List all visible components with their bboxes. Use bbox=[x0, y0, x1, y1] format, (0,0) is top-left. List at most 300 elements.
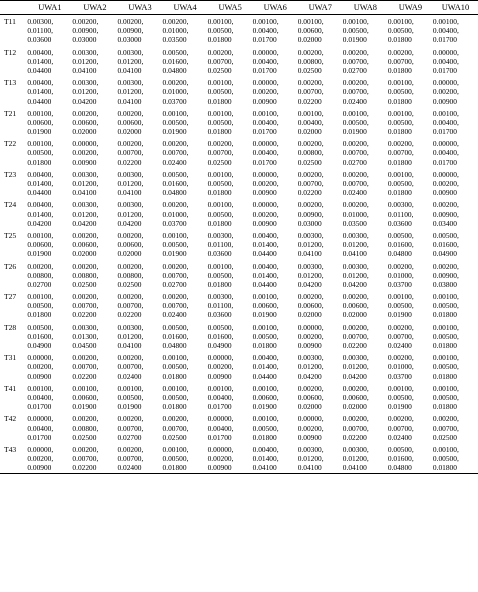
table-cell bbox=[253, 46, 298, 77]
cell-value: 0.00200, bbox=[207, 454, 234, 464]
cell-value: 0.00100, bbox=[297, 17, 324, 26]
cell-value: 0.03600 bbox=[387, 218, 412, 228]
cell-value: 0.01700 bbox=[432, 127, 457, 137]
cell-value: 0.04200 bbox=[297, 279, 322, 289]
table-cell bbox=[27, 76, 72, 107]
cell-value: 0.00200, bbox=[162, 78, 189, 88]
table-row bbox=[0, 107, 478, 138]
table-cell bbox=[433, 107, 478, 138]
cell-value: 0.00100, bbox=[342, 17, 369, 26]
cell-value: 0.00400, bbox=[432, 117, 459, 127]
cell-value: 0.00200, bbox=[387, 261, 414, 271]
cell-value: 0.04400 bbox=[252, 279, 277, 289]
cell-value: 0.00200, bbox=[297, 423, 324, 433]
cell-value: 0.00200, bbox=[387, 353, 414, 363]
cell-value: 0.00900, bbox=[117, 26, 144, 36]
cell-value: 0.00200, bbox=[72, 17, 99, 26]
cell-value: 0.00500, bbox=[252, 423, 279, 433]
cell-value: 0.00700, bbox=[297, 179, 324, 188]
cell-value: 0.00200, bbox=[432, 261, 459, 271]
cell-value: 0.00500, bbox=[207, 209, 234, 219]
cell-value: 0.02400 bbox=[342, 188, 367, 198]
cell-value: 0.01900 bbox=[387, 310, 412, 320]
table-cell bbox=[208, 76, 253, 107]
cell-value: 0.01800 bbox=[207, 218, 232, 228]
cell-value: 0.01900 bbox=[252, 310, 277, 320]
cell-value: 0.00400, bbox=[27, 78, 54, 88]
table-row bbox=[0, 290, 478, 321]
cell-value: 0.04100 bbox=[342, 249, 367, 259]
cell-value: 0.00100, bbox=[387, 383, 414, 393]
cell-value: 0.01800 bbox=[207, 279, 232, 289]
cell-value: 0.01800 bbox=[387, 35, 412, 45]
table-cell bbox=[253, 107, 298, 138]
cell-value: 0.00500, bbox=[432, 301, 459, 311]
cell-value: 0.00700, bbox=[387, 331, 414, 341]
cell-value: 0.00000, bbox=[432, 47, 459, 57]
cell-value: 0.00200, bbox=[342, 292, 369, 302]
cell-value: 0.01100, bbox=[387, 209, 414, 219]
table-cell bbox=[253, 321, 298, 352]
cell-value: 0.00700, bbox=[387, 423, 414, 433]
row-label: T27 bbox=[4, 292, 17, 302]
cell-value: 0.00500, bbox=[387, 179, 414, 188]
table-cell bbox=[163, 443, 208, 474]
cell-value: 0.01900 bbox=[162, 127, 187, 137]
cell-value: 0.01000, bbox=[162, 87, 189, 97]
cell-value: 0.00200, bbox=[342, 139, 369, 149]
cell-value: 0.00500, bbox=[207, 26, 234, 36]
cell-value: 0.00300, bbox=[207, 230, 234, 240]
table-cell bbox=[27, 260, 72, 291]
cell-value: 0.00700, bbox=[162, 148, 189, 158]
table-cell bbox=[388, 46, 433, 77]
cell-value: 0.00400, bbox=[207, 423, 234, 433]
cell-value: 0.00700, bbox=[162, 270, 189, 280]
table-cell bbox=[117, 321, 162, 352]
cell-value: 0.00300, bbox=[117, 78, 144, 88]
cell-value: 0.00500, bbox=[387, 301, 414, 311]
cell-value: 0.00500, bbox=[162, 47, 189, 57]
cell-value: 0.01800 bbox=[207, 127, 232, 137]
cell-value: 0.00300, bbox=[342, 230, 369, 240]
column-header: UWA2 bbox=[72, 1, 117, 15]
cell-value: 0.00300, bbox=[342, 444, 369, 454]
table-cell bbox=[253, 260, 298, 291]
column-header: UWA8 bbox=[343, 1, 388, 15]
cell-value: 0.00200, bbox=[117, 139, 144, 149]
table-cell bbox=[72, 198, 117, 229]
cell-value: 0.01900 bbox=[342, 35, 367, 45]
cell-value: 0.01200, bbox=[72, 209, 99, 219]
cell-value: 0.03800 bbox=[432, 279, 457, 289]
table-cell bbox=[343, 321, 388, 352]
table-cell bbox=[72, 107, 117, 138]
cell-value: 0.00100, bbox=[432, 322, 459, 332]
cell-value: 0.00000, bbox=[207, 353, 234, 363]
cell-value: 0.04200 bbox=[342, 371, 367, 381]
cell-value: 0.00000, bbox=[27, 444, 54, 454]
cell-value: 0.00700, bbox=[162, 423, 189, 433]
table-cell bbox=[433, 76, 478, 107]
cell-value: 0.00300, bbox=[117, 47, 144, 57]
cell-value: 0.00200, bbox=[72, 353, 99, 363]
cell-value: 0.01700 bbox=[432, 35, 457, 45]
cell-value: 0.00600, bbox=[27, 117, 54, 127]
cell-value: 0.00000, bbox=[252, 139, 279, 149]
cell-value: 0.00700, bbox=[117, 148, 144, 158]
row-label: T21 bbox=[4, 108, 17, 118]
cell-value: 0.00200, bbox=[342, 383, 369, 393]
table-cell bbox=[117, 198, 162, 229]
cell-value: 0.00600, bbox=[342, 301, 369, 311]
cell-value: 0.00300, bbox=[297, 353, 324, 363]
table-cell bbox=[433, 351, 478, 382]
cell-value: 0.01200, bbox=[297, 454, 324, 464]
cell-value: 0.00400, bbox=[252, 26, 279, 36]
cell-value: 0.00100, bbox=[432, 383, 459, 393]
cell-value: 0.00500, bbox=[432, 230, 459, 240]
cell-value: 0.00500, bbox=[162, 117, 189, 127]
cell-value: 0.00300, bbox=[72, 200, 99, 210]
cell-value: 0.00200, bbox=[387, 414, 414, 424]
table-cell bbox=[27, 382, 72, 413]
cell-value: 0.02400 bbox=[117, 463, 142, 473]
cell-value: 0.02200 bbox=[72, 463, 97, 473]
row-label: T24 bbox=[4, 200, 17, 210]
cell-value: 0.02200 bbox=[297, 188, 322, 198]
cell-value: 0.02200 bbox=[72, 310, 97, 320]
cell-value: 0.00200, bbox=[117, 292, 144, 302]
table-cell bbox=[208, 229, 253, 260]
cell-value: 0.00500, bbox=[207, 117, 234, 127]
cell-value: 0.00700, bbox=[72, 301, 99, 311]
cell-value: 0.02500 bbox=[72, 432, 97, 442]
cell-value: 0.00500, bbox=[387, 26, 414, 36]
table-cell bbox=[117, 351, 162, 382]
cell-value: 0.00700, bbox=[117, 301, 144, 311]
cell-value: 0.02500 bbox=[207, 157, 232, 167]
cell-value: 0.00100, bbox=[432, 353, 459, 363]
cell-value: 0.02200 bbox=[72, 371, 97, 381]
cell-value: 0.01400, bbox=[27, 56, 54, 66]
table-cell bbox=[343, 198, 388, 229]
cell-value: 0.04200 bbox=[72, 218, 97, 228]
cell-value: 0.00400, bbox=[27, 169, 54, 179]
cell-value: 0.01800 bbox=[432, 463, 457, 473]
table-cell bbox=[208, 321, 253, 352]
table-cell bbox=[117, 46, 162, 77]
cell-value: 0.00100, bbox=[432, 292, 459, 302]
cell-value: 0.00100, bbox=[387, 78, 414, 88]
cell-value: 0.00200, bbox=[162, 261, 189, 271]
cell-value: 0.02400 bbox=[162, 157, 187, 167]
table-row bbox=[0, 198, 478, 229]
table-cell bbox=[208, 443, 253, 474]
cell-value: 0.00500, bbox=[432, 331, 459, 341]
cell-value: 0.00200, bbox=[297, 169, 324, 179]
cell-value: 0.04100 bbox=[297, 249, 322, 259]
cell-value: 0.02400 bbox=[342, 96, 367, 106]
cell-value: 0.00100, bbox=[432, 444, 459, 454]
cell-value: 0.01000, bbox=[162, 209, 189, 219]
cell-value: 0.00800, bbox=[72, 270, 99, 280]
table-cell bbox=[117, 76, 162, 107]
cell-value: 0.00900, bbox=[432, 270, 459, 280]
cell-value: 0.00200, bbox=[117, 414, 144, 424]
cell-value: 0.00200, bbox=[117, 108, 144, 118]
column-header: UWA3 bbox=[117, 1, 162, 15]
table-cell bbox=[208, 382, 253, 413]
cell-value: 0.01700 bbox=[252, 127, 277, 137]
cell-value: 0.04900 bbox=[207, 341, 232, 350]
cell-value: 0.00400, bbox=[432, 26, 459, 36]
table-cell bbox=[72, 46, 117, 77]
cell-value: 0.00200, bbox=[297, 383, 324, 393]
cell-value: 0.01700 bbox=[27, 402, 52, 412]
cell-value: 0.00400, bbox=[252, 353, 279, 363]
cell-value: 0.02500 bbox=[432, 432, 457, 442]
cell-value: 0.00200, bbox=[72, 148, 99, 158]
cell-value: 0.02000 bbox=[342, 402, 367, 412]
table-cell bbox=[253, 382, 298, 413]
cell-value: 0.00400, bbox=[207, 392, 234, 402]
table-cell bbox=[298, 168, 343, 199]
cell-value: 0.00200, bbox=[162, 17, 189, 26]
cell-value: 0.00000, bbox=[27, 353, 54, 363]
table-cell bbox=[72, 260, 117, 291]
cell-value: 0.00700, bbox=[117, 362, 144, 372]
cell-value: 0.01600, bbox=[162, 56, 189, 66]
cell-value: 0.00500, bbox=[432, 392, 459, 402]
column-header: UWA1 bbox=[27, 1, 72, 15]
cell-value: 0.04800 bbox=[387, 249, 412, 259]
table-cell bbox=[117, 137, 162, 168]
cell-value: 0.00200, bbox=[342, 322, 369, 332]
table-row bbox=[0, 443, 478, 474]
cell-value: 0.00200, bbox=[432, 179, 459, 188]
table-cell bbox=[343, 46, 388, 77]
cell-value: 0.00200, bbox=[72, 230, 99, 240]
table-cell bbox=[433, 15, 478, 46]
cell-value: 0.00200, bbox=[342, 47, 369, 57]
cell-value: 0.00200, bbox=[297, 139, 324, 149]
cell-value: 0.00100, bbox=[27, 230, 54, 240]
cell-value: 0.00100, bbox=[27, 292, 54, 302]
row-label: T43 bbox=[0, 443, 27, 474]
cell-value: 0.00600, bbox=[117, 117, 144, 127]
row-label: T41 bbox=[4, 383, 17, 393]
table-cell bbox=[163, 198, 208, 229]
cell-value: 0.00800, bbox=[297, 148, 324, 158]
cell-value: 0.00100, bbox=[387, 108, 414, 118]
cell-value: 0.02500 bbox=[72, 279, 97, 289]
table-cell bbox=[117, 229, 162, 260]
table-cell bbox=[27, 15, 72, 46]
cell-value: 0.00300, bbox=[27, 17, 54, 26]
cell-value: 0.00500, bbox=[342, 26, 369, 36]
row-label: T28 bbox=[4, 322, 17, 332]
table-row bbox=[0, 382, 478, 413]
cell-value: 0.02000 bbox=[297, 310, 322, 320]
table-cell bbox=[388, 137, 433, 168]
cell-value: 0.01200, bbox=[297, 270, 324, 280]
table-cell bbox=[253, 290, 298, 321]
column-header: UWA5 bbox=[208, 1, 253, 15]
table-cell bbox=[72, 443, 117, 474]
table-cell bbox=[163, 76, 208, 107]
table-cell bbox=[208, 107, 253, 138]
cell-value: 0.01400, bbox=[252, 270, 279, 280]
cell-value: 0.00700, bbox=[162, 301, 189, 311]
cell-value: 0.00100, bbox=[252, 17, 279, 26]
table-cell bbox=[253, 198, 298, 229]
table-cell bbox=[298, 290, 343, 321]
cell-value: 0.00300, bbox=[297, 230, 324, 240]
table-cell bbox=[433, 229, 478, 260]
table-cell bbox=[343, 76, 388, 107]
cell-value: 0.00500, bbox=[162, 362, 189, 372]
cell-value: 0.00200, bbox=[297, 292, 324, 302]
cell-value: 0.00400, bbox=[252, 148, 279, 158]
cell-value: 0.01900 bbox=[162, 249, 187, 259]
cell-value: 0.00700, bbox=[342, 423, 369, 433]
cell-value: 0.00900 bbox=[207, 371, 232, 381]
cell-value: 0.00200, bbox=[387, 47, 414, 57]
table-cell bbox=[163, 229, 208, 260]
cell-value: 0.01200, bbox=[72, 87, 99, 97]
cell-value: 0.02000 bbox=[72, 249, 97, 259]
cell-value: 0.00000, bbox=[207, 444, 234, 454]
cell-value: 0.00500, bbox=[162, 169, 189, 179]
cell-value: 0.00200, bbox=[72, 108, 99, 118]
cell-value: 0.02700 bbox=[27, 279, 52, 289]
cell-value: 0.00900 bbox=[432, 188, 457, 198]
table-cell bbox=[163, 46, 208, 77]
cell-value: 0.00200, bbox=[117, 17, 144, 26]
cell-value: 0.00100, bbox=[27, 139, 54, 149]
cell-value: 0.01100, bbox=[27, 26, 53, 36]
cell-value: 0.01600, bbox=[162, 331, 189, 341]
column-header bbox=[0, 1, 27, 15]
cell-value: 0.01200, bbox=[342, 454, 369, 464]
table-cell bbox=[343, 137, 388, 168]
cell-value: 0.01700 bbox=[207, 432, 232, 442]
table-cell bbox=[433, 137, 478, 168]
cell-value: 0.00100, bbox=[27, 383, 54, 393]
cell-value: 0.00300, bbox=[117, 169, 144, 179]
cell-value: 0.00100, bbox=[252, 322, 279, 332]
table-cell bbox=[298, 198, 343, 229]
cell-value: 0.01400, bbox=[27, 87, 54, 97]
table-cell bbox=[117, 260, 162, 291]
cell-value: 0.00200, bbox=[162, 200, 189, 210]
cell-value: 0.04200 bbox=[117, 218, 142, 228]
cell-value: 0.03500 bbox=[162, 35, 187, 45]
table-cell bbox=[388, 76, 433, 107]
table-cell bbox=[343, 443, 388, 474]
table-cell bbox=[433, 46, 478, 77]
cell-value: 0.00900 bbox=[207, 463, 232, 473]
cell-value: 0.03000 bbox=[297, 218, 322, 228]
cell-value: 0.01600, bbox=[387, 240, 414, 250]
cell-value: 0.01800 bbox=[162, 463, 187, 473]
cell-value: 0.01200, bbox=[117, 331, 144, 341]
table-cell bbox=[208, 198, 253, 229]
cell-value: 0.00200, bbox=[117, 444, 144, 454]
cell-value: 0.04500 bbox=[72, 341, 97, 350]
cell-value: 0.00100, bbox=[207, 169, 234, 179]
table-cell bbox=[27, 412, 72, 443]
cell-value: 0.00300, bbox=[387, 200, 414, 210]
cell-value: 0.02200 bbox=[117, 310, 142, 320]
cell-value: 0.00500, bbox=[27, 322, 54, 332]
cell-value: 0.00500, bbox=[387, 444, 414, 454]
table-cell bbox=[298, 412, 343, 443]
table-row bbox=[0, 15, 478, 46]
table-cell bbox=[27, 168, 72, 199]
table-cell bbox=[253, 412, 298, 443]
cell-value: 0.02200 bbox=[342, 341, 367, 350]
cell-value: 0.00500, bbox=[27, 148, 54, 158]
table-cell bbox=[208, 412, 253, 443]
cell-value: 0.03000 bbox=[72, 35, 97, 45]
table-cell bbox=[253, 443, 298, 474]
cell-value: 0.01200, bbox=[72, 179, 99, 188]
cell-value: 0.00900 bbox=[27, 463, 52, 473]
cell-value: 0.01400, bbox=[27, 209, 54, 219]
cell-value: 0.00200, bbox=[162, 414, 189, 424]
cell-value: 0.00100, bbox=[387, 169, 414, 179]
table-cell bbox=[388, 168, 433, 199]
cell-value: 0.00500, bbox=[432, 362, 459, 372]
table-cell bbox=[163, 137, 208, 168]
table-cell bbox=[343, 351, 388, 382]
cell-value: 0.00600, bbox=[252, 301, 279, 311]
cell-value: 0.00500, bbox=[162, 240, 189, 250]
cell-value: 0.01900 bbox=[252, 402, 277, 412]
cell-value: 0.00700, bbox=[387, 56, 414, 66]
cell-value: 0.00700, bbox=[342, 179, 369, 188]
cell-value: 0.00700, bbox=[432, 423, 459, 433]
cell-value: 0.02000 bbox=[117, 127, 142, 137]
cell-value: 0.00200, bbox=[432, 414, 459, 424]
cell-value: 0.01700 bbox=[252, 35, 277, 45]
cell-value: 0.03600 bbox=[27, 35, 52, 45]
table-cell bbox=[27, 443, 72, 474]
cell-value: 0.00100, bbox=[207, 78, 234, 88]
cell-value: 0.01800 bbox=[387, 96, 412, 106]
cell-value: 0.00500, bbox=[342, 117, 369, 127]
cell-value: 0.01800 bbox=[432, 310, 457, 320]
cell-value: 0.01400, bbox=[252, 454, 279, 464]
cell-value: 0.00700, bbox=[342, 331, 369, 341]
cell-value: 0.01200, bbox=[72, 56, 99, 66]
table-cell bbox=[27, 229, 72, 260]
table-cell bbox=[253, 351, 298, 382]
table-cell bbox=[208, 168, 253, 199]
cell-value: 0.01600, bbox=[432, 240, 459, 250]
cell-value: 0.02400 bbox=[117, 371, 142, 381]
cell-value: 0.01800 bbox=[207, 188, 232, 198]
table-cell bbox=[343, 290, 388, 321]
cell-value: 0.00500, bbox=[387, 230, 414, 240]
cell-value: 0.00700, bbox=[342, 87, 369, 97]
cell-value: 0.00600, bbox=[297, 392, 324, 402]
table-cell bbox=[163, 15, 208, 46]
table-cell bbox=[117, 412, 162, 443]
table-cell bbox=[72, 15, 117, 46]
